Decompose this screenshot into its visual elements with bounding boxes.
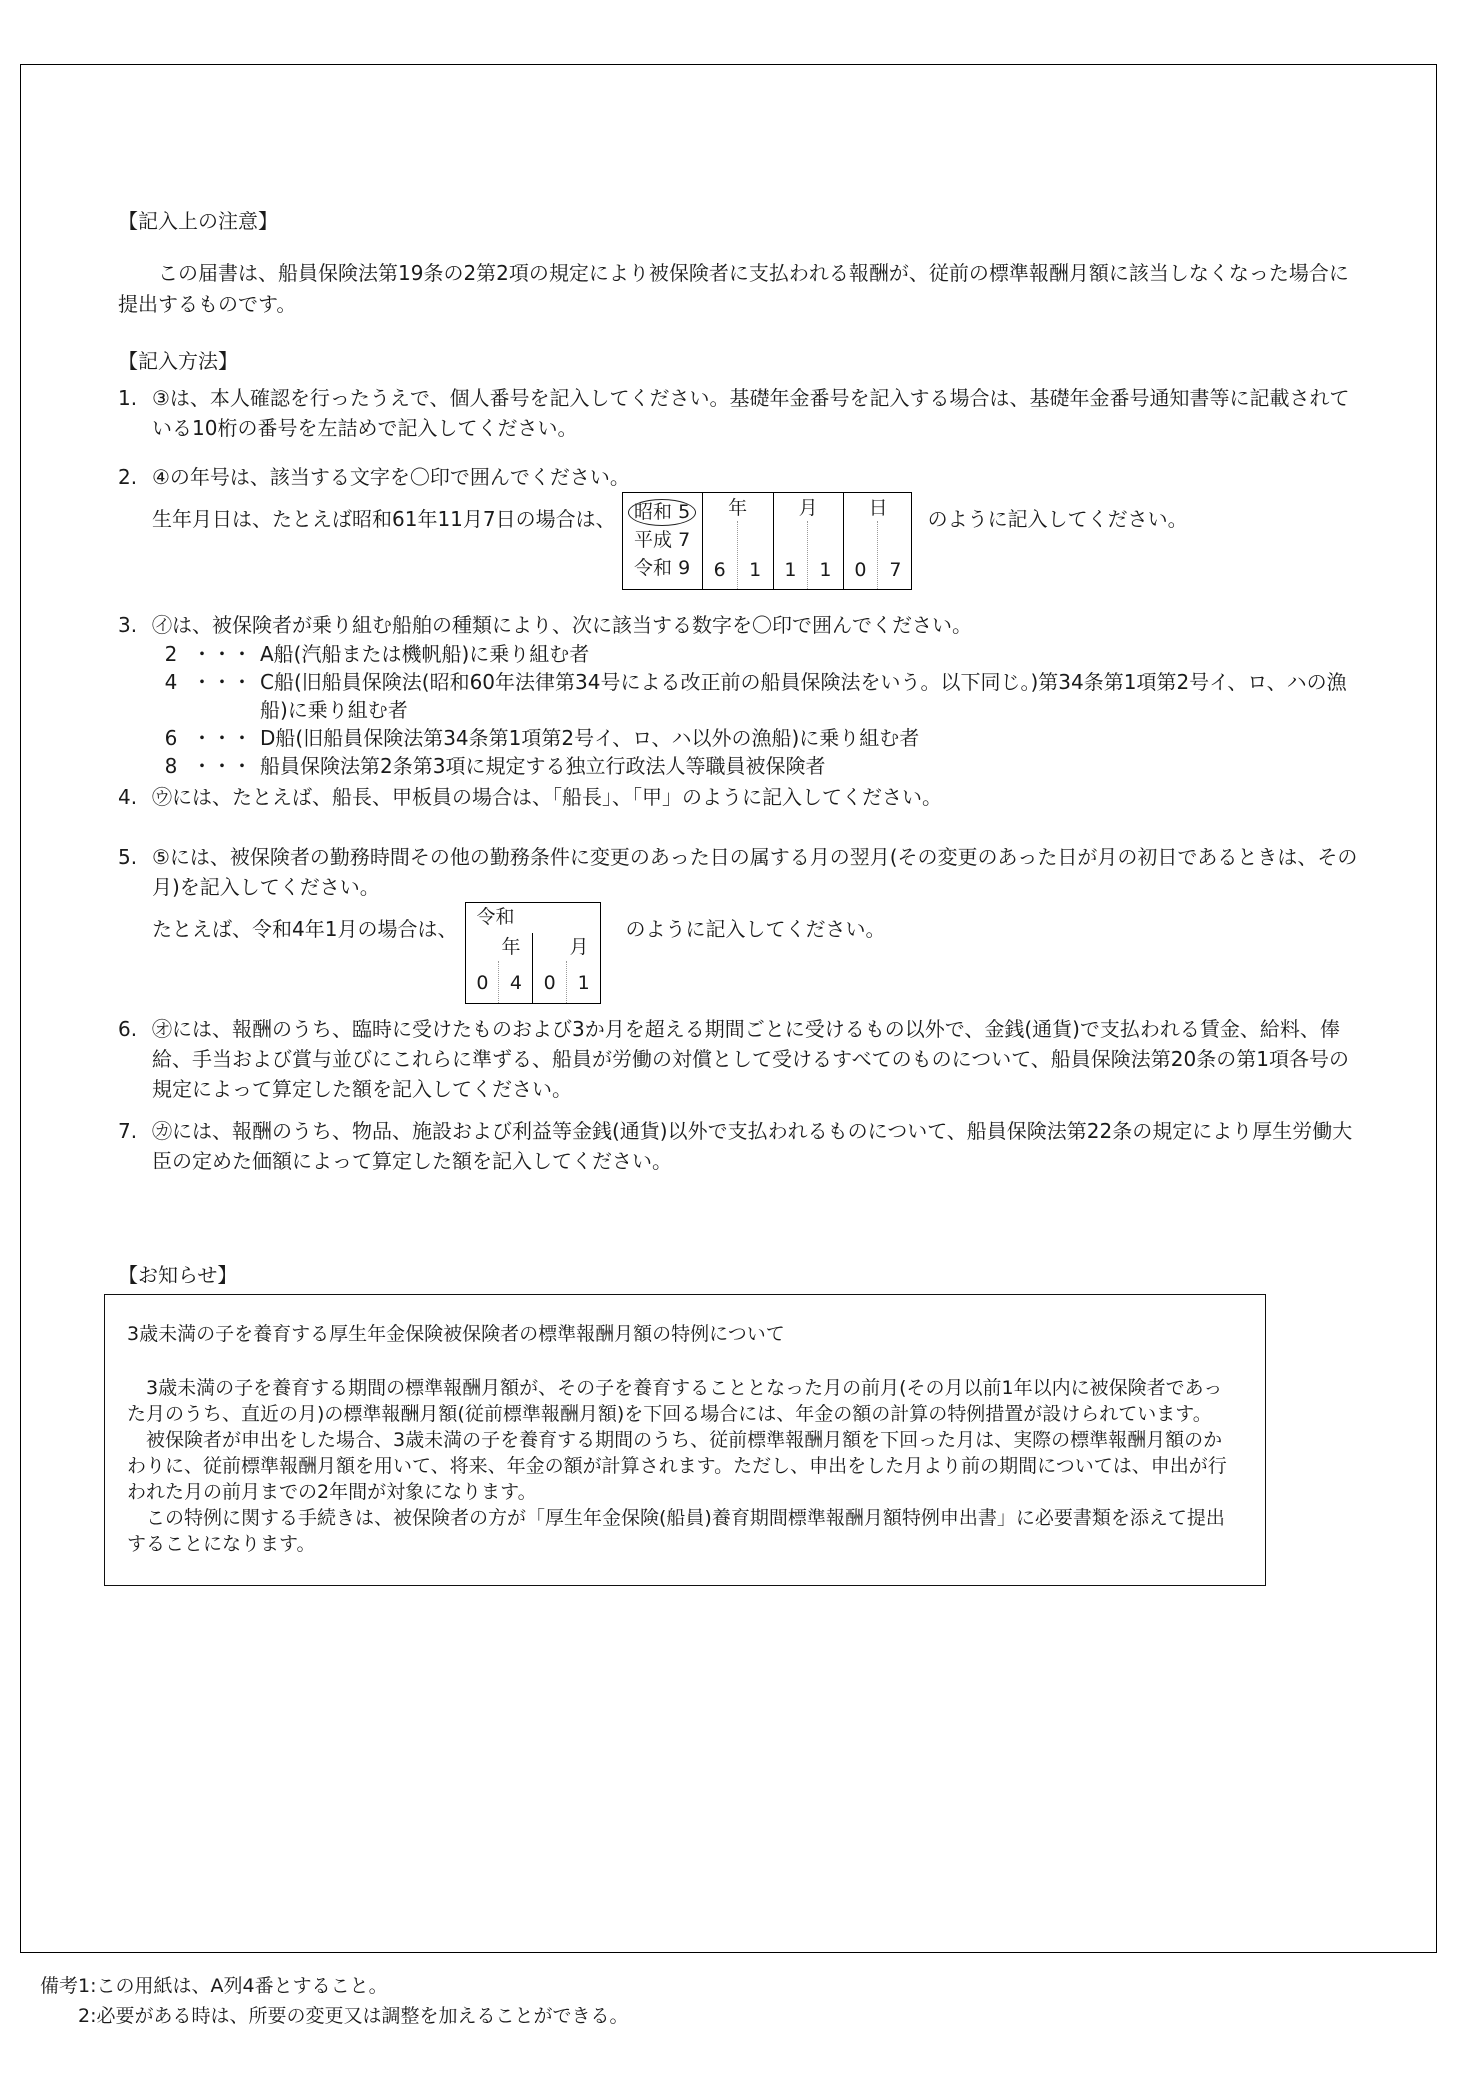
digit-cell: 0 xyxy=(844,521,879,589)
year-header: 年 xyxy=(501,936,521,958)
option-code: 4 xyxy=(164,670,178,694)
item-text: ㋑は、被保険者が乗り組む船舶の種類により、次に該当する数字を〇印で囲んでください。 xyxy=(152,613,972,637)
digit-cell: 1 xyxy=(819,559,832,581)
digit-cell: 1 xyxy=(577,972,590,994)
era-label: 令和 xyxy=(634,557,673,579)
year-group xyxy=(703,493,773,589)
era-row-reiwa xyxy=(623,554,702,582)
item-text: ③は、本人確認を行ったうえで、個人番号を記入してください。基礎年金番号を記入する場合は、基礎年金番号通知書等に記載されている10桁の番号を左詰めで記入してください。 xyxy=(152,386,1350,440)
method-item-6 xyxy=(118,1014,1362,1104)
example-prefix: たとえば、令和4年1月の場合は、 xyxy=(152,917,458,941)
ship-option xyxy=(152,752,1362,780)
year-half xyxy=(466,933,533,1003)
option-dots: ・・・ xyxy=(192,726,252,750)
birthdate-example-row xyxy=(152,492,1362,590)
method-heading: 【記入方法】 xyxy=(118,349,238,373)
remark-text: この用紙は、A列4番とすること。 xyxy=(96,1975,388,1997)
notes-heading: 【記入上の注意】 xyxy=(118,209,278,233)
era-row-showa xyxy=(623,498,702,526)
month-group xyxy=(773,493,843,589)
era-column xyxy=(623,493,703,589)
month-digits xyxy=(774,521,843,589)
day-group xyxy=(843,493,913,589)
option-dots: ・・・ xyxy=(192,754,252,778)
ship-option xyxy=(152,668,1362,724)
item-number: 7. xyxy=(118,1119,138,1143)
digit-cell: 0 xyxy=(466,961,499,1003)
option-text: D船(旧船員保険法第34条第1項第2号イ、ロ、ハ以外の漁船)に乗り組む者 xyxy=(260,726,920,750)
digit-cell: 1 xyxy=(749,559,762,581)
announcement-paragraph: この特例に関する手続きは、被保険者の方が「厚生年金保険(船員)養育期間標準報酬月額特例申出書」に必要書類を添えて提出することになります。 xyxy=(127,1507,1225,1555)
digit-cell: 4 xyxy=(509,972,522,994)
year-digits xyxy=(703,521,773,589)
method-item-1 xyxy=(118,383,1362,443)
ship-option xyxy=(152,724,1362,752)
option-text: C船(旧船員保険法(昭和60年法律第34号による改正前の船員保険法をいう。以下同じ。)第34条第1項第2号イ、ロ、ハの漁船)に乗り組む者 xyxy=(260,670,1347,722)
month-half xyxy=(533,933,600,1003)
digit-cell: 6 xyxy=(703,521,738,589)
option-text: 船員保険法第2条第3項に規定する独立行政法人等職員被保険者 xyxy=(260,754,826,778)
month-header: 月 xyxy=(569,936,589,958)
remark-1 xyxy=(40,1972,388,2000)
option-dots: ・・・ xyxy=(192,670,252,694)
announcement-title: 3歳未満の子を養育する厚生年金保険被保険者の標準報酬月額の特例について xyxy=(127,1323,785,1345)
item-text: ㋕には、報酬のうち、物品、施設および利益等金銭(通貨)以外で支払われるものについて、船員保険法第22条の規定により厚生労働大臣の定めた価額によって算定した額を記入してください。 xyxy=(152,1119,1353,1173)
era-label: 平成 xyxy=(634,529,673,551)
era-label: 令和 xyxy=(476,906,515,928)
yearmonth-sample-box xyxy=(465,902,601,1004)
year-digits xyxy=(466,961,532,1003)
era-row-heisei xyxy=(623,526,702,554)
announcement-paragraph: 3歳未満の子を養育する期間の標準報酬月額が、その子を養育することとなった月の前月(その月以前1年以内に被保険者であった月のうち、直近の月)の標準報酬月額(従前標準報酬月額)を下回る場合には、年金の額の計算の特例措置が設けられています。 xyxy=(127,1377,1223,1425)
birthdate-sample-box xyxy=(622,492,912,590)
method-item-2 xyxy=(118,462,1362,590)
month-header: 月 xyxy=(798,497,818,519)
era-label: 昭和 xyxy=(634,501,673,523)
announcement-heading: 【お知らせ】 xyxy=(118,1263,238,1287)
option-code: 6 xyxy=(164,726,178,750)
item-number: 6. xyxy=(118,1017,138,1041)
month-digits xyxy=(533,961,600,1003)
year-header: 年 xyxy=(728,497,748,519)
era-code: 9 xyxy=(678,557,691,579)
option-text: A船(汽船または機帆船)に乗り組む者 xyxy=(260,642,590,666)
option-code: 2 xyxy=(164,642,178,666)
item-text: ㋔には、報酬のうち、臨時に受けたものおよび3か月を超える期間ごとに受けるもの以外で、金銭(通貨)で支払われる賃金、給料、俸給、手当および賞与並びにこれらに準ずる、船員が労働の対償として受けるすべてのものについて、船員保険法第20条の第1項各号の規定によって算定した額を記入してください。 xyxy=(152,1017,1349,1101)
method-item-3 xyxy=(118,610,1362,780)
yearmonth-example-row xyxy=(152,902,1362,1004)
example-suffix: のように記入してください。 xyxy=(927,507,1188,531)
example-prefix: 生年月日は、たとえば昭和61年11月7日の場合は、 xyxy=(152,507,616,531)
digit-cell: 1 xyxy=(774,521,809,589)
notes-body: この届書は、船員保険法第19条の2第2項の規定により被保険者に支払われる報酬が、従前の標準報酬月額に該当しなくなった場合に提出するものです。 xyxy=(118,261,1349,316)
era-circle-mark xyxy=(628,499,696,526)
item-text: ④の年号は、該当する文字を〇印で囲んでください。 xyxy=(152,465,630,489)
method-item-4 xyxy=(118,782,1362,812)
era-code: 7 xyxy=(678,529,691,551)
item-number: 1. xyxy=(118,386,138,410)
remark-label: 2: xyxy=(78,2005,97,2027)
item-text: ㋒には、たとえば、船長、甲板員の場合は、「船長」、「甲」のように記入してください。 xyxy=(152,785,942,809)
announcement-box xyxy=(104,1294,1266,1586)
remark-2 xyxy=(40,2002,629,2030)
remark-text: 必要がある時は、所要の変更又は調整を加えることができる。 xyxy=(96,2005,629,2027)
option-dots: ・・・ xyxy=(192,642,252,666)
item-text: ⑤には、被保険者の勤務時間その他の勤務条件に変更のあった日の属する月の翌月(その変更のあった日が月の初日であるときは、その月)を記入してください。 xyxy=(152,845,1358,899)
digit-cell: 0 xyxy=(533,961,567,1003)
option-code: 8 xyxy=(164,754,178,778)
day-header: 日 xyxy=(868,497,888,519)
item-number: 4. xyxy=(118,785,138,809)
era-code: 5 xyxy=(678,501,691,523)
example-suffix: のように記入してください。 xyxy=(625,917,886,941)
item-number: 5. xyxy=(118,845,138,869)
item-number: 2. xyxy=(118,465,138,489)
method-item-5 xyxy=(118,842,1362,1004)
ship-option xyxy=(152,640,1362,668)
item-number: 3. xyxy=(118,613,138,637)
day-digits xyxy=(844,521,913,589)
announcement-paragraph: 被保険者が申出をした場合、3歳未満の子を養育する期間のうち、従前標準報酬月額を下回った月は、実際の標準報酬月額のかわりに、従前標準報酬月額を用いて、将来、年金の額が計算されます。ただし、申出をした月より前の期間については、申出が行われた月の前月までの2年間が対象になります。 xyxy=(127,1429,1227,1503)
method-item-7 xyxy=(118,1116,1362,1176)
remark-label: 備考1: xyxy=(40,1975,97,1997)
digit-cell: 7 xyxy=(889,559,902,581)
